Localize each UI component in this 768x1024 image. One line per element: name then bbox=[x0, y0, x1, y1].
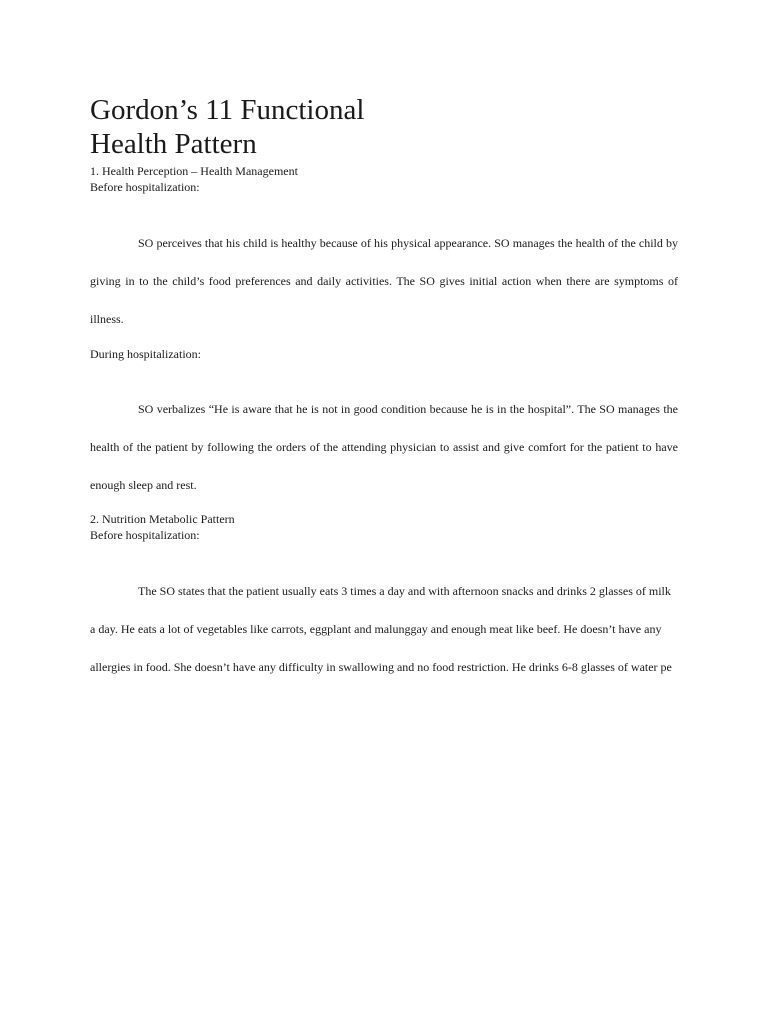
section-1-during-label: During hospitalization: bbox=[90, 347, 201, 361]
section-1-before-label: Before hospitalization: bbox=[90, 180, 200, 194]
section-2-heading: 2. Nutrition Metabolic Pattern bbox=[90, 512, 235, 526]
title-line-1: Gordon’s 11 Functional bbox=[90, 94, 365, 126]
title-line-2: Health Pattern bbox=[90, 128, 257, 160]
section-2-before-label: Before hospitalization: bbox=[90, 528, 200, 542]
section-2-before-paragraph: The SO states that the patient usually eats 3 times a day and with afternoon snacks and drinks 2 glasses of milk a day. He eats a lot of vegetables like carrots, eggplant and malunggay and enough meat like beef. He doesn’t have any allergies in food. She doesn’t have any difficulty in swallowing and no food restriction. He drinks 6-8 glasses of water pe bbox=[90, 584, 672, 674]
section-1-during-paragraph: SO verbalizes “He is aware that he is not in good condition because he is in the hospital”. The SO manages the health of the patient by following the orders of the attending physician to assist and give comfort for the patient to have enough sleep and rest. bbox=[90, 402, 678, 492]
section-1-heading: 1. Health Perception – Health Management bbox=[90, 164, 298, 178]
document-title bbox=[90, 93, 690, 161]
section-1-before-paragraph: SO perceives that his child is healthy because of his physical appearance. SO manages the health of the child by giving in to the child’s food preferences and daily activities. The SO gives initial action when there are symptoms of illness. bbox=[90, 236, 678, 326]
